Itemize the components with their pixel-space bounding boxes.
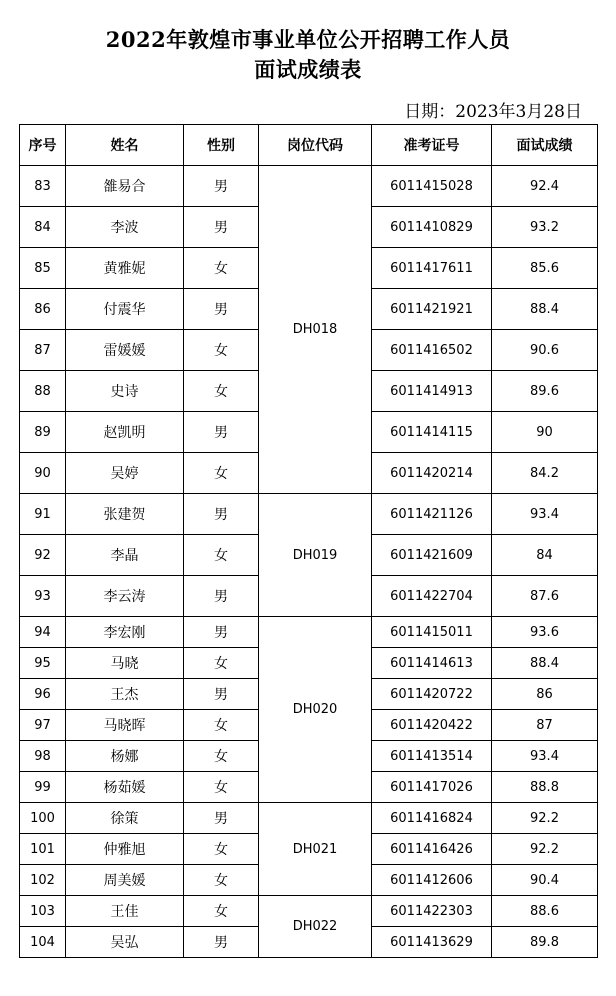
table-body bbox=[20, 166, 598, 958]
cell-serial: 104 bbox=[20, 927, 66, 958]
cell-name: 杨娜 bbox=[66, 741, 184, 772]
cell-score: 86 bbox=[492, 679, 598, 710]
cell-name: 付震华 bbox=[66, 289, 184, 330]
cell-score: 92.2 bbox=[492, 803, 598, 834]
cell-exam-id: 6011417026 bbox=[372, 772, 492, 803]
cell-exam-id: 6011414115 bbox=[372, 412, 492, 453]
cell-serial: 95 bbox=[20, 648, 66, 679]
cell-score: 92.2 bbox=[492, 834, 598, 865]
cell-gender: 女 bbox=[184, 330, 259, 371]
cell-gender: 女 bbox=[184, 865, 259, 896]
cell-score: 87 bbox=[492, 710, 598, 741]
cell-name: 周美媛 bbox=[66, 865, 184, 896]
cell-score: 89.6 bbox=[492, 371, 598, 412]
cell-serial: 94 bbox=[20, 617, 66, 648]
cell-name: 赵凯明 bbox=[66, 412, 184, 453]
cell-serial: 86 bbox=[20, 289, 66, 330]
cell-gender: 女 bbox=[184, 453, 259, 494]
cell-serial: 101 bbox=[20, 834, 66, 865]
cell-gender: 女 bbox=[184, 535, 259, 576]
cell-serial: 103 bbox=[20, 896, 66, 927]
cell-gender: 女 bbox=[184, 896, 259, 927]
cell-gender: 女 bbox=[184, 834, 259, 865]
cell-gender: 男 bbox=[184, 927, 259, 958]
document-subtitle: 面试成绩表 bbox=[254, 57, 362, 82]
cell-gender: 男 bbox=[184, 679, 259, 710]
cell-score: 88.4 bbox=[492, 289, 598, 330]
cell-score: 84 bbox=[492, 535, 598, 576]
cell-serial: 84 bbox=[20, 207, 66, 248]
cell-gender: 男 bbox=[184, 166, 259, 207]
document-title: 2022年敦煌市事业单位公开招聘工作人员 bbox=[105, 27, 511, 52]
table-row bbox=[20, 896, 598, 927]
cell-score: 85.6 bbox=[492, 248, 598, 289]
cell-name: 黄雅妮 bbox=[66, 248, 184, 289]
cell-gender: 男 bbox=[184, 576, 259, 617]
cell-exam-id: 6011420422 bbox=[372, 710, 492, 741]
header-exam-id: 准考证号 bbox=[372, 125, 492, 166]
cell-gender: 女 bbox=[184, 648, 259, 679]
cell-gender: 女 bbox=[184, 371, 259, 412]
table-row bbox=[20, 617, 598, 648]
cell-name: 吴婷 bbox=[66, 453, 184, 494]
cell-score: 93.6 bbox=[492, 617, 598, 648]
cell-serial: 98 bbox=[20, 741, 66, 772]
cell-score: 87.6 bbox=[492, 576, 598, 617]
cell-name: 史诗 bbox=[66, 371, 184, 412]
cell-gender: 女 bbox=[184, 772, 259, 803]
cell-name: 李晶 bbox=[66, 535, 184, 576]
cell-serial: 85 bbox=[20, 248, 66, 289]
cell-exam-id: 6011417611 bbox=[372, 248, 492, 289]
cell-name: 王佳 bbox=[66, 896, 184, 927]
cell-score: 93.4 bbox=[492, 494, 598, 535]
table-row bbox=[20, 803, 598, 834]
cell-name: 马晓晖 bbox=[66, 710, 184, 741]
header-serial: 序号 bbox=[20, 125, 66, 166]
cell-serial: 88 bbox=[20, 371, 66, 412]
cell-gender: 男 bbox=[184, 494, 259, 535]
cell-exam-id: 6011416502 bbox=[372, 330, 492, 371]
cell-gender: 男 bbox=[184, 803, 259, 834]
cell-score: 90.6 bbox=[492, 330, 598, 371]
cell-exam-id: 6011415011 bbox=[372, 617, 492, 648]
cell-exam-id: 6011422704 bbox=[372, 576, 492, 617]
cell-exam-id: 6011421126 bbox=[372, 494, 492, 535]
cell-gender: 男 bbox=[184, 289, 259, 330]
cell-gender: 男 bbox=[184, 617, 259, 648]
cell-gender: 女 bbox=[184, 741, 259, 772]
cell-score: 88.4 bbox=[492, 648, 598, 679]
cell-name: 雒易合 bbox=[66, 166, 184, 207]
cell-position-code: DH020 bbox=[259, 617, 372, 803]
score-table bbox=[19, 124, 598, 958]
cell-name: 李宏刚 bbox=[66, 617, 184, 648]
cell-serial: 92 bbox=[20, 535, 66, 576]
cell-position-code: DH019 bbox=[259, 494, 372, 617]
table-row bbox=[20, 166, 598, 207]
cell-score: 90 bbox=[492, 412, 598, 453]
cell-exam-id: 6011412606 bbox=[372, 865, 492, 896]
cell-score: 93.4 bbox=[492, 741, 598, 772]
cell-position-code: DH021 bbox=[259, 803, 372, 896]
cell-serial: 90 bbox=[20, 453, 66, 494]
header-position-code: 岗位代码 bbox=[259, 125, 372, 166]
cell-exam-id: 6011415028 bbox=[372, 166, 492, 207]
header-gender: 性别 bbox=[184, 125, 259, 166]
cell-serial: 97 bbox=[20, 710, 66, 741]
cell-exam-id: 6011413629 bbox=[372, 927, 492, 958]
table-row bbox=[20, 494, 598, 535]
cell-name: 仲雅旭 bbox=[66, 834, 184, 865]
cell-gender: 女 bbox=[184, 710, 259, 741]
cell-position-code: DH018 bbox=[259, 166, 372, 494]
cell-exam-id: 6011416824 bbox=[372, 803, 492, 834]
cell-gender: 女 bbox=[184, 248, 259, 289]
cell-serial: 83 bbox=[20, 166, 66, 207]
cell-exam-id: 6011413514 bbox=[372, 741, 492, 772]
cell-name: 杨茹媛 bbox=[66, 772, 184, 803]
cell-name: 马晓 bbox=[66, 648, 184, 679]
cell-serial: 100 bbox=[20, 803, 66, 834]
cell-score: 88.8 bbox=[492, 772, 598, 803]
cell-name: 吴弘 bbox=[66, 927, 184, 958]
cell-name: 张建贺 bbox=[66, 494, 184, 535]
header-score: 面试成绩 bbox=[492, 125, 598, 166]
cell-exam-id: 6011410829 bbox=[372, 207, 492, 248]
cell-serial: 102 bbox=[20, 865, 66, 896]
cell-exam-id: 6011422303 bbox=[372, 896, 492, 927]
cell-exam-id: 6011421609 bbox=[372, 535, 492, 576]
cell-name: 雷媛媛 bbox=[66, 330, 184, 371]
document-date: 日期：2023年3月28日 bbox=[404, 102, 582, 122]
cell-score: 90.4 bbox=[492, 865, 598, 896]
cell-score: 84.2 bbox=[492, 453, 598, 494]
cell-exam-id: 6011414613 bbox=[372, 648, 492, 679]
cell-serial: 87 bbox=[20, 330, 66, 371]
cell-score: 88.6 bbox=[492, 896, 598, 927]
cell-name: 王杰 bbox=[66, 679, 184, 710]
cell-name: 李云涛 bbox=[66, 576, 184, 617]
cell-serial: 96 bbox=[20, 679, 66, 710]
cell-serial: 93 bbox=[20, 576, 66, 617]
table-header-row bbox=[20, 125, 598, 166]
cell-score: 89.8 bbox=[492, 927, 598, 958]
cell-exam-id: 6011420722 bbox=[372, 679, 492, 710]
cell-serial: 99 bbox=[20, 772, 66, 803]
cell-gender: 男 bbox=[184, 207, 259, 248]
cell-score: 93.2 bbox=[492, 207, 598, 248]
cell-name: 徐策 bbox=[66, 803, 184, 834]
cell-gender: 男 bbox=[184, 412, 259, 453]
cell-exam-id: 6011414913 bbox=[372, 371, 492, 412]
header-name: 姓名 bbox=[66, 125, 184, 166]
cell-position-code: DH022 bbox=[259, 896, 372, 958]
cell-exam-id: 6011420214 bbox=[372, 453, 492, 494]
cell-exam-id: 6011416426 bbox=[372, 834, 492, 865]
cell-serial: 91 bbox=[20, 494, 66, 535]
cell-exam-id: 6011421921 bbox=[372, 289, 492, 330]
cell-serial: 89 bbox=[20, 412, 66, 453]
cell-name: 李波 bbox=[66, 207, 184, 248]
cell-score: 92.4 bbox=[492, 166, 598, 207]
